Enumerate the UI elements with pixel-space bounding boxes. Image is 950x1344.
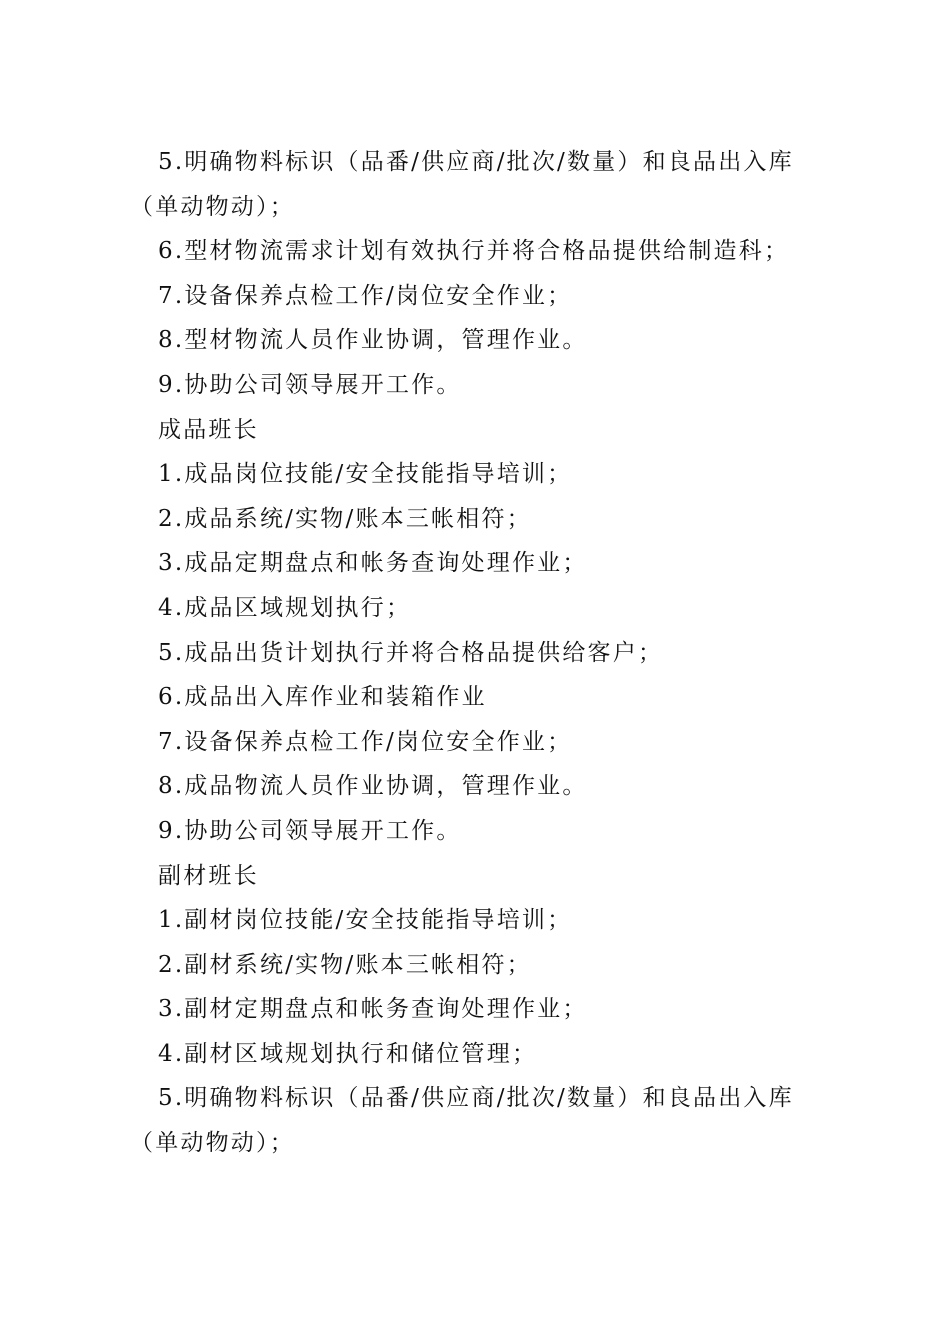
list-item: 8.成品物流人员作业协调，管理作业。 — [158, 773, 588, 800]
list-item: 9.协助公司领导展开工作。 — [158, 371, 462, 398]
document-body — [130, 140, 830, 1166]
section-heading: 成品班长 — [158, 416, 259, 443]
list-item: 7.设备保养点检工作/岗位安全作业； — [158, 728, 573, 755]
list-item: 8.型材物流人员作业协调，管理作业。 — [158, 327, 588, 354]
list-item: 6.型材物流需求计划有效执行并将合格品提供给制造科； — [158, 238, 790, 265]
list-item: 5.明确物料标识（品番/供应商/批次/数量）和良品出入库（单动物动）； — [130, 1085, 794, 1157]
list-item: 7.设备保养点检工作/岗位安全作业； — [158, 282, 573, 309]
list-item: 3.成品定期盘点和帐务查询处理作业； — [158, 550, 588, 577]
list-item: 5.明确物料标识（品番/供应商/批次/数量）和良品出入库（单动物动）； — [130, 149, 794, 220]
list-item: 4.副材区域规划执行和储位管理； — [158, 1040, 538, 1067]
list-item: 9.协助公司领导展开工作。 — [158, 817, 462, 844]
list-item: 1.成品岗位技能/安全技能指导培训； — [158, 461, 573, 488]
list-item: 3.副材定期盘点和帐务查询处理作业； — [158, 996, 588, 1023]
list-item: 6.成品出入库作业和装箱作业 — [158, 684, 487, 711]
section-heading: 副材班长 — [158, 862, 259, 889]
list-item: 2.副材系统/实物/账本三帐相符； — [158, 951, 532, 978]
list-item: 1.副材岗位技能/安全技能指导培训； — [158, 907, 573, 934]
list-item: 2.成品系统/实物/账本三帐相符； — [158, 505, 532, 532]
list-item: 4.成品区域规划执行； — [158, 594, 412, 621]
list-item: 5.成品出货计划执行并将合格品提供给客户； — [158, 639, 664, 666]
